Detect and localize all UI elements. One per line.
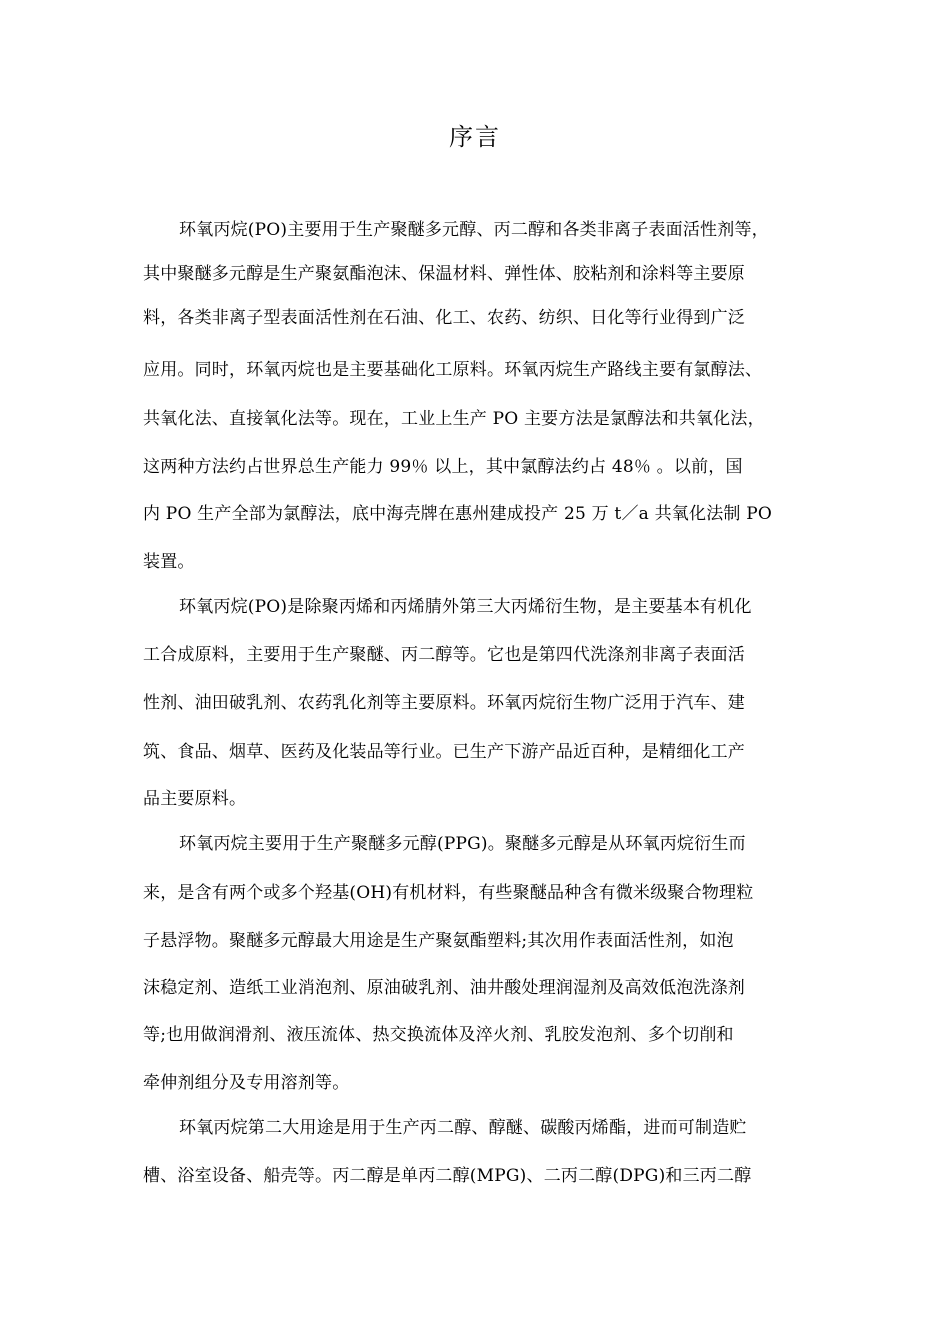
paragraph-2-line-2: 工合成原料，主要用于生产聚醚、丙二醇等。它也是第四代洗涤剂非离子表面活 — [143, 645, 745, 665]
paragraph-3-line-6: 牵伸剂组分及专用溶剂等。 — [143, 1073, 350, 1093]
paragraph-1-line-7: 内 PO 生产全部为氯醇法，底中海壳牌在惠州建成投产 25 万 t／a 共氧化法制 PO — [143, 504, 772, 524]
paragraph-4-line-2: 槽、浴室设备、船壳等。丙二醇是单丙二醇(MPG)、二丙二醇(DPG)和三丙二醇 — [143, 1166, 752, 1186]
paragraph-1-line-2: 其中聚醚多元醇是生产聚氨酯泡沫、保温材料、弹性体、胶粘剂和涂料等主要原 — [143, 264, 745, 284]
paragraph-3-line-5: 等;也用做润滑剂、液压流体、热交换流体及淬火剂、乳胶发泡剂、多个切削和 — [143, 1025, 734, 1045]
paragraph-1-line-4: 应用。同时，环氧丙烷也是主要基础化工原料。环氧丙烷生产路线主要有氯醇法、 — [143, 360, 763, 380]
paragraph-3-line-1: 环氧丙烷主要用于生产聚醚多元醇(PPG)。聚醚多元醇是从环氧丙烷衍生而 — [179, 834, 746, 854]
paragraph-2-line-5: 品主要原料。 — [143, 789, 247, 809]
paragraph-1-line-5: 共氧化法、直接氧化法等。现在，工业上生产 PO 主要方法是氯醇法和共氧化法， — [143, 409, 765, 429]
paragraph-4-line-1: 环氧丙烷第二大用途是用于生产丙二醇、醇醚、碳酸丙烯酯，进而可制造贮 — [179, 1118, 747, 1138]
paragraph-1-line-8: 装置。 — [143, 552, 195, 572]
paragraph-2-line-1: 环氧丙烷(PO)是除聚丙烯和丙烯腈外第三大丙烯衍生物，是主要基本有机化 — [179, 597, 752, 617]
paragraph-1-line-1: 环氧丙烷(PO)主要用于生产聚醚多元醇、丙二醇和各类非离子表面活性剂等， — [179, 220, 769, 240]
paragraph-3-line-2: 来，是含有两个或多个羟基(OH)有机材料，有些聚醚品种含有微米级聚合物理粒 — [143, 883, 754, 903]
paragraph-1-line-6: 这两种方法约占世界总生产能力 99％ 以上，其中氯醇法约占 48％ 。以前，国 — [143, 457, 743, 477]
paragraph-2-line-4: 筑、食品、烟草、医药及化装品等行业。已生产下游产品近百种，是精细化工产 — [143, 742, 745, 762]
paragraph-1-line-3: 料，各类非离子型表面活性剂在石油、化工、农药、纺织、日化等行业得到广泛 — [143, 308, 745, 328]
paragraph-3-line-4: 沫稳定剂、造纸工业消泡剂、原油破乳剂、油井酸处理润湿剂及高效低泡洗涤剂 — [143, 978, 745, 998]
paragraph-3-line-3: 子悬浮物。聚醚多元醇最大用途是生产聚氨酯塑料;其次用作表面活性剂，如泡 — [143, 931, 734, 951]
paragraph-2-line-3: 性剂、油田破乳剂、农药乳化剂等主要原料。环氧丙烷衍生物广泛用于汽车、建 — [143, 693, 745, 713]
page-title: 序言 — [449, 123, 501, 151]
